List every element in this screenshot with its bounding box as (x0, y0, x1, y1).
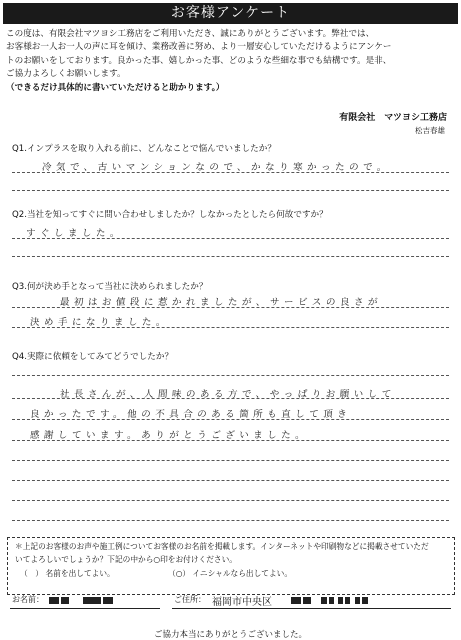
name-redacted (48, 596, 114, 605)
address-value: 福岡市中央区 (212, 597, 272, 608)
question-2: Q2.当社を知ってすぐに問い合わせしましたか？しなかったとしたら何故ですか？ (12, 210, 328, 220)
consent-option-name[interactable] (20, 568, 115, 580)
representative-name: 松吉春雄 (415, 126, 445, 135)
option-mark: （ ） (20, 569, 44, 578)
answer-line (12, 419, 449, 420)
answer-3-line-2: 決め手になりました。 (29, 317, 171, 328)
intro-line: お客様お一人お一人の声に耳を傾け、業務改善に努め、より一層安心していただけるようにアンケー (6, 42, 392, 53)
company-name: 有限会社 マツヨシ工務店 (339, 113, 447, 123)
consent-box (7, 537, 455, 595)
consent-text: いてよろしいでしょうか？下記の中から○印をお付けください。 (15, 555, 237, 564)
answer-line (12, 256, 449, 257)
answer-line (12, 307, 449, 308)
intro-text (6, 28, 456, 95)
answer-line (12, 500, 449, 501)
answer-4-line-1: 社長さんが、人間味のある方で、やっぱりお願いして (59, 389, 397, 400)
answer-line (12, 172, 449, 173)
intro-line: トのお願いをしております。良かった事、嬉しかった事、どのような些細な事でも結構です。是非、 (6, 55, 392, 66)
answer-4-line-3: 感謝しています。ありがとうございました。 (29, 430, 310, 441)
option-mark-circled: （○） (168, 569, 191, 578)
intro-line: ご協力よろしくお願いします。 (6, 69, 126, 80)
address-underline (172, 608, 451, 609)
answer-3-line-1: 最初はお値段に惹かれましたが、サービスの良さが (59, 297, 383, 308)
question-4: Q4.実際に依頼をしてみてどうでしたか？ (12, 352, 174, 362)
answer-line (12, 480, 449, 481)
name-underline (10, 608, 160, 609)
answer-4-line-2: 良かったです。他の不具合のある箇所も直して頂き (29, 409, 352, 420)
consent-text: ＊上記のお客様のお声や施工例についてお客様のお名前を掲載します。インターネットや印刷物などに掲載させていただ (15, 542, 429, 551)
intro-note: （できるだけ具体的に書いていただけると助かります。） (6, 82, 225, 93)
footer-thanks: ご協力本当にありがとうございました。 (153, 630, 307, 640)
address-label: ご住所： (174, 595, 206, 604)
answer-line (12, 520, 449, 521)
answer-1-line-1: 冷気で、古いマンションなので、かなり寒かったので。 (41, 162, 392, 173)
answer-line (12, 375, 449, 376)
question-1: Q1.インプラスを取り入れる前に、どんなことで悩んでいましたか？ (12, 144, 276, 154)
answer-line (12, 190, 449, 191)
answer-line (12, 327, 449, 328)
address-redacted (290, 596, 369, 605)
consent-option-initials[interactable] (168, 568, 292, 580)
answer-line (12, 460, 449, 461)
answer-line (12, 238, 449, 239)
answer-2-line-1: すぐしました。 (25, 228, 125, 239)
option-label: イニシャルなら出してよい。 (192, 569, 293, 578)
question-3: Q3.何が決め手となって当社に決められましたか？ (12, 282, 208, 292)
intro-line: この度は、有限会社マツヨシ工務店をご利用いただき、誠にありがとうございます。弊社では、 (6, 29, 375, 39)
survey-title: お客様アンケート (3, 3, 458, 24)
name-label: お名前： (12, 595, 44, 604)
answer-line (12, 398, 449, 399)
option-label: 名前を出してよい。 (45, 569, 115, 578)
answer-line (12, 440, 449, 441)
